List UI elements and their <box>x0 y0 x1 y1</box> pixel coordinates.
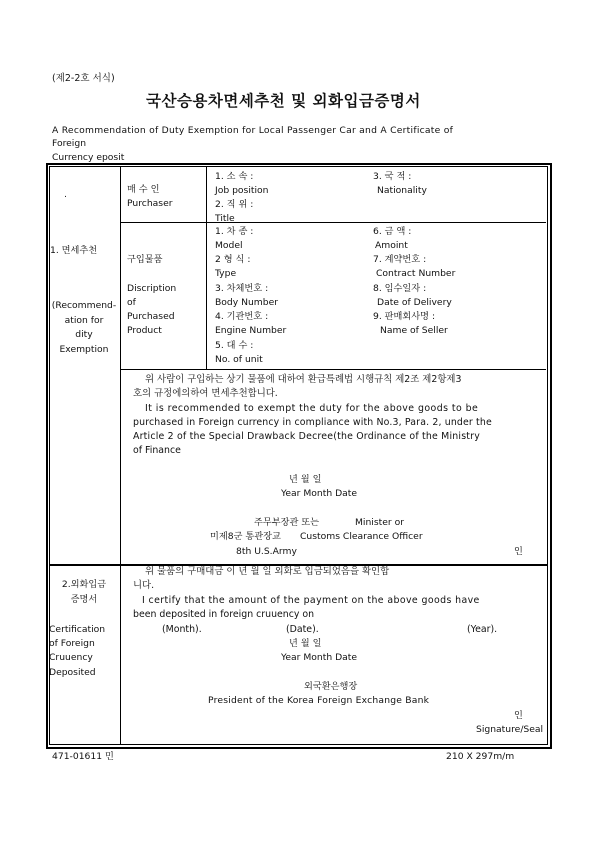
deposit-month: (Month). <box>162 624 202 635</box>
model-label-ko: 1. 차 종 : <box>215 226 254 237</box>
minister-label-ko: 주무부장관 또는 <box>254 517 320 528</box>
section1-label-ko: 1. 면세추천 <box>50 245 98 256</box>
customs-officer-label-en: Customs Clearance Officer <box>300 531 423 542</box>
nationality-label-ko: 3. 국 적 : <box>373 171 412 182</box>
section1-label-en-1: (Recommend- <box>51 300 117 311</box>
type-label-ko: 2 형 식 : <box>215 254 251 265</box>
section1-statement-ko-2: 호의 규정에의하여 면세추천합니다. <box>133 388 278 399</box>
model-label-en: Model <box>215 240 243 251</box>
deposit-date: (Date). <box>286 624 319 635</box>
product-statement-divider <box>120 369 546 370</box>
us-army-label-en: 8th U.S.Army <box>236 546 297 557</box>
section1-statement-en-3: Article 2 of the Special Drawback Decree(the Ordinance of the Ministry <box>133 431 480 442</box>
purchaser-product-divider <box>120 222 546 223</box>
minister-label-en: Minister or <box>355 517 404 528</box>
section1-label-en-2: ation for <box>64 315 104 326</box>
title-en-line1: A Recommendation of Duty Exemption for Local Passenger Car and A Certificate of <box>52 125 454 136</box>
section2-statement-en-2: been deposited in foreign cruuency on <box>133 609 315 620</box>
body-number-label-ko: 3. 차체번호 : <box>215 283 269 294</box>
section1-statement-ko-1: 위 사람이 구입하는 상기 물품에 대하여 환급특례법 시행규칙 제2조 제2항제3 <box>145 374 462 385</box>
delivery-date-label-en: Date of Delivery <box>377 297 452 308</box>
section2-label-en-1: Certification <box>49 624 106 635</box>
title-label-en: Title <box>215 213 235 222</box>
section1-statement-en-1: It is recommended to exempt the duty for the above goods to be <box>145 403 479 414</box>
seller-name-label-ko: 9. 판매회사명 : <box>373 311 436 322</box>
document-title: 국산승용차면세추천 및 외화입금증명서 <box>146 92 421 110</box>
amount-label-ko: 6. 금 액 : <box>373 226 412 237</box>
section2-label-en-3: Cruuency <box>49 652 93 663</box>
customs-officer-label-ko: 미제8군 통관장교 <box>210 531 281 542</box>
amount-label-en: Amoint <box>375 240 408 251</box>
section1-statement-en-2: purchased in Foreign currency in compliance with No.3, Para. 2, under the <box>133 417 492 428</box>
purchaser-label-en: Purchaser <box>127 198 173 209</box>
nationality-label-en: Nationality <box>377 185 427 196</box>
product-label-en-1: Discription <box>127 283 177 294</box>
delivery-date-label-ko: 8. 임수일자 : <box>373 283 427 294</box>
section1-label-en-4: Exemption <box>59 344 109 355</box>
section1-statement-en-4: of Finance <box>133 445 181 456</box>
title-en-line3: Currency eposit <box>52 152 125 163</box>
contract-number-label-en: Contract Number <box>376 268 456 279</box>
section2-statement-en-1: I certify that the amount of the payment on the above goods have <box>142 595 480 606</box>
section1-dot: . <box>64 189 67 200</box>
title-label-ko: 2. 직 위 : <box>215 199 254 210</box>
section1-date-ko: 년 월 일 <box>289 474 322 485</box>
units-label-en: No. of unit <box>215 354 263 365</box>
signature-seal-label: Signature/Seal <box>476 724 544 735</box>
sublabel-column-line <box>206 166 207 369</box>
section2-label-en-2: of Foreign <box>49 638 95 649</box>
product-label-ko: 구입물품 <box>127 254 163 265</box>
product-label-en-3: Purchased <box>127 311 175 322</box>
section2-statement-ko-1: 위 물품의 구매대금 이 년 월 일 외화로 입금되었음을 확인합 <box>145 566 390 577</box>
section1-seal: 인 <box>514 546 523 557</box>
engine-number-label-en: Engine Number <box>215 325 287 336</box>
bank-president-label-en: President of the Korea Foreign Exchange Bank <box>208 695 430 706</box>
job-position-label-ko: 1. 소 속 : <box>215 171 254 182</box>
job-position-label-en: Job position <box>215 185 269 196</box>
product-label-en-4: Product <box>127 325 162 336</box>
purchaser-label-ko: 매 수 인 <box>127 184 160 195</box>
product-label-en-2: of <box>127 297 136 308</box>
engine-number-label-ko: 4. 기관번호 : <box>215 311 269 322</box>
section2-date-ko: 년 월 일 <box>289 638 322 649</box>
section2-statement-ko-2: 니다. <box>133 580 155 591</box>
units-label-ko: 5. 대 수 : <box>215 340 254 351</box>
type-label-en: Type <box>215 268 237 279</box>
section2-label-ko-2: 증명서 <box>70 594 98 605</box>
title-en-line2: Foreign <box>52 138 87 149</box>
deposit-year: (Year). <box>467 624 498 635</box>
footer-form-code: 471-01611 민 <box>52 751 114 762</box>
body-number-label-en: Body Number <box>215 297 279 308</box>
left-column-line <box>120 166 121 744</box>
form-number: (제2-2호 서식) <box>52 73 115 84</box>
footer-paper-size: 210 X 297m/m <box>446 751 515 762</box>
bank-president-label-ko: 외국환은행장 <box>304 681 358 692</box>
section1-date-en: Year Month Date <box>281 488 358 499</box>
contract-number-label-ko: 7. 계약번호 : <box>373 254 427 265</box>
section2-date-en: Year Month Date <box>281 652 358 663</box>
seller-name-label-en: Name of Seller <box>380 325 448 336</box>
section1-label-en-3: dity <box>75 329 93 340</box>
section2-seal: 인 <box>514 710 523 721</box>
section2-label-ko-1: 2.외화입금 <box>61 579 107 590</box>
section2-label-en-4: Deposited <box>49 667 96 678</box>
